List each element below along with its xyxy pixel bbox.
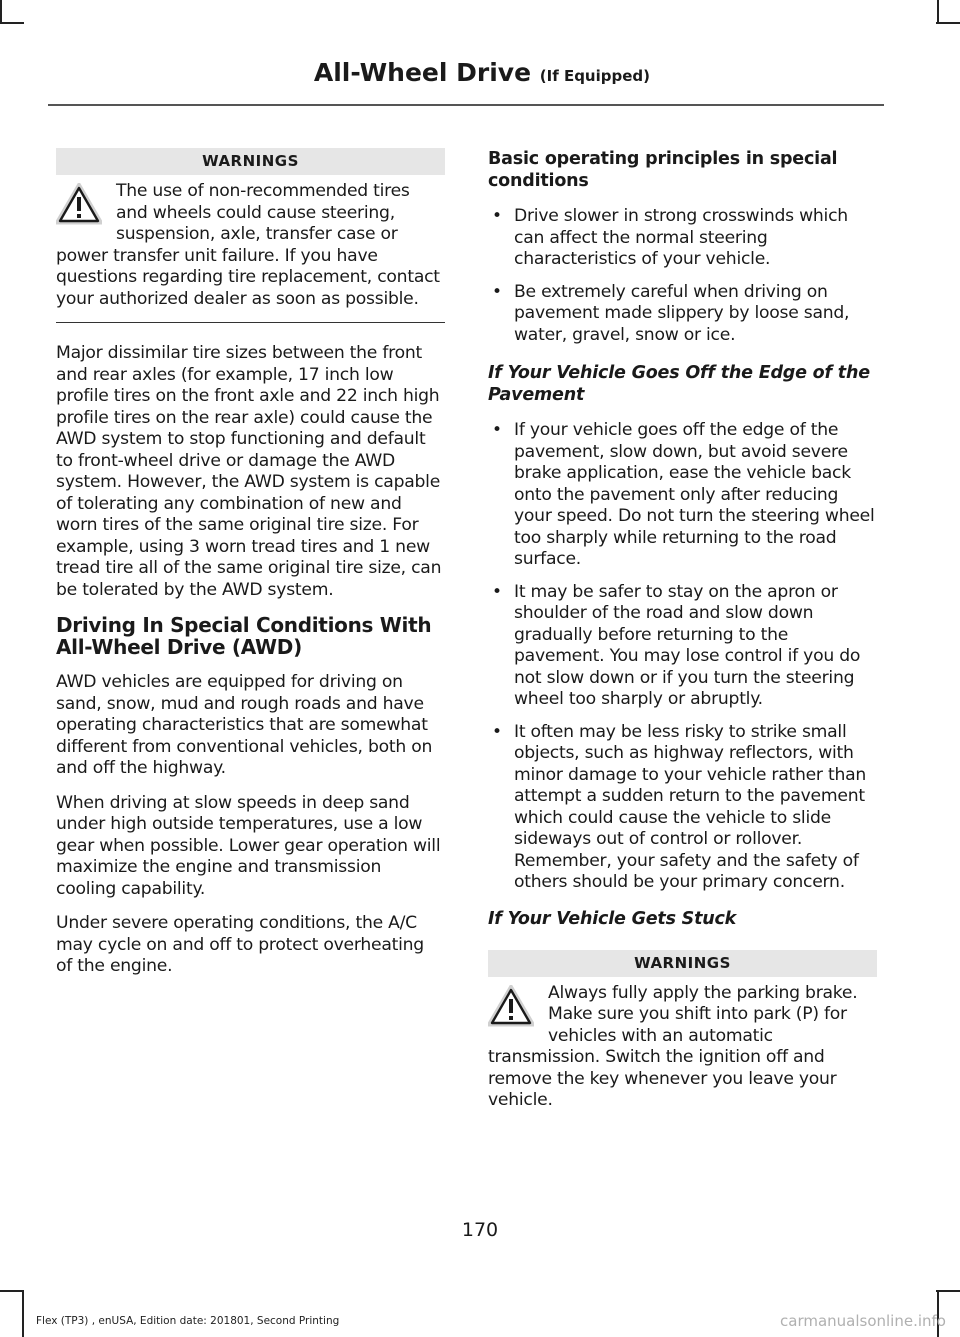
list-item xyxy=(488,722,877,894)
warnings-title: WARNINGS xyxy=(56,148,445,175)
crop-mark xyxy=(937,0,939,24)
paragraph-awd-vehicles: AWD vehicles are equipped for driving on sand, snow, mud and rough roads and have operating characteristics that are somewhat different from conventional vehicles, both on and off the highway. xyxy=(56,672,433,778)
warning-box xyxy=(56,148,445,323)
warning-triangle-icon xyxy=(488,985,534,1027)
bullet-dot-icon: • xyxy=(492,206,503,226)
subheading-off-edge: If Your Vehicle Goes Off the Edge of the Pavement xyxy=(488,363,870,405)
bullet-text: Be extremely careful when driving on pavement made slippery by loose sand, water, gravel, snow or ice. xyxy=(514,281,850,345)
paragraph-tire-sizes: Major dissimilar tire sizes between the front and rear axles (for example, 17 inch low profile tires on the front axle and 22 inch high profile tires on the rear axle) could cause the AWD system to stop functioning and default to front-wheel drive or damage the AWD system. However, the AWD system is capable of tolerating any combination of new and worn tires of the same original tire size. For example, using 3 worn tread tires and 1 new tread tire all of the same original tire size, can be tolerated by the AWD system. xyxy=(56,343,442,600)
header-divider xyxy=(48,104,884,106)
warning-triangle-icon xyxy=(56,183,102,225)
subheading-stuck: If Your Vehicle Gets Stuck xyxy=(488,908,737,929)
bullet-dot-icon: • xyxy=(492,281,503,302)
right-column xyxy=(488,148,877,1124)
warning-body xyxy=(488,977,877,1124)
list-item xyxy=(488,282,877,347)
bullet-dot-icon: • xyxy=(492,581,503,602)
crop-mark xyxy=(936,1290,960,1292)
bullet-dot-icon: • xyxy=(492,420,503,440)
warning-text: Always fully apply the parking brake. Make sure you shift into park (P) for vehicles with an automatic transmission. Switch the ignition off and remove the key whenever you leave your vehicle. xyxy=(488,982,858,1110)
crop-mark xyxy=(936,22,960,24)
bullet-text: It may be safer to stay on the apron or shoulder of the road and slow down gradually before returning to the pavement. You may lose control if you do not slow down or if you turn the steering wheel too sharply or abruptly. xyxy=(514,581,861,709)
list-item xyxy=(488,420,877,571)
crop-mark xyxy=(0,0,2,24)
paragraph-ac-cycle: Under severe operating conditions, the A/C may cycle on and off to protect overheating of the engine. xyxy=(56,913,424,976)
section-heading: Driving In Special Conditions With All-Wheel Drive (AWD) xyxy=(56,613,432,659)
left-column xyxy=(56,148,445,991)
list-item xyxy=(488,582,877,711)
bullet-dot-icon: • xyxy=(492,721,503,742)
paragraph-deep-sand: When driving at slow speeds in deep sand under high outside temperatures, use a low gear when possible. Lower gear operation will maximize the engine and transmission cooling capability. xyxy=(56,792,441,899)
header-subtitle: (If Equipped) xyxy=(539,67,650,85)
watermark: carmanualsonline.info xyxy=(780,1312,946,1330)
header-title-text: All-Wheel Drive xyxy=(313,58,532,87)
warnings-title: WARNINGS xyxy=(488,950,877,977)
footer-edition-info: Flex (TP3) , enUSA, Edition date: 201801, Second Printing xyxy=(36,1315,340,1327)
bullet-text: If your vehicle goes off the edge of the pavement, slow down, but avoid severe brake application, ease the vehicle back onto the pavement only after reducing your speed. Do not turn the steering wheel too sharply while returning to the road surface. xyxy=(514,420,875,569)
warning-body xyxy=(56,175,445,323)
bullet-text: It often may be less risky to strike small objects, such as highway reflectors, with minor damage to your vehicle rather than attempt a sudden return to the pavement which could cause the vehicle to slide sideways out of control or rollover. Remember, your safety and the safety of others should be your primary concern. xyxy=(514,721,867,892)
crop-mark xyxy=(0,22,24,24)
page-number: 170 xyxy=(461,1219,499,1241)
warning-box xyxy=(488,950,877,1124)
list-item xyxy=(488,206,877,271)
bullet-text: Drive slower in strong crosswinds which can affect the normal steering characteristics of your vehicle. xyxy=(514,206,848,269)
warning-text: The use of non-recommended tires and wheels could cause steering, suspension, axle, transfer case or power transfer unit failure. If you have questions regarding tire replacement, contact your authorized dealer as soon as possible. xyxy=(56,181,440,309)
crop-mark xyxy=(22,1290,24,1337)
subheading-basic-principles: Basic operating principles in special conditions xyxy=(488,149,838,191)
crop-mark xyxy=(0,1290,24,1292)
page-header-title xyxy=(314,58,650,87)
